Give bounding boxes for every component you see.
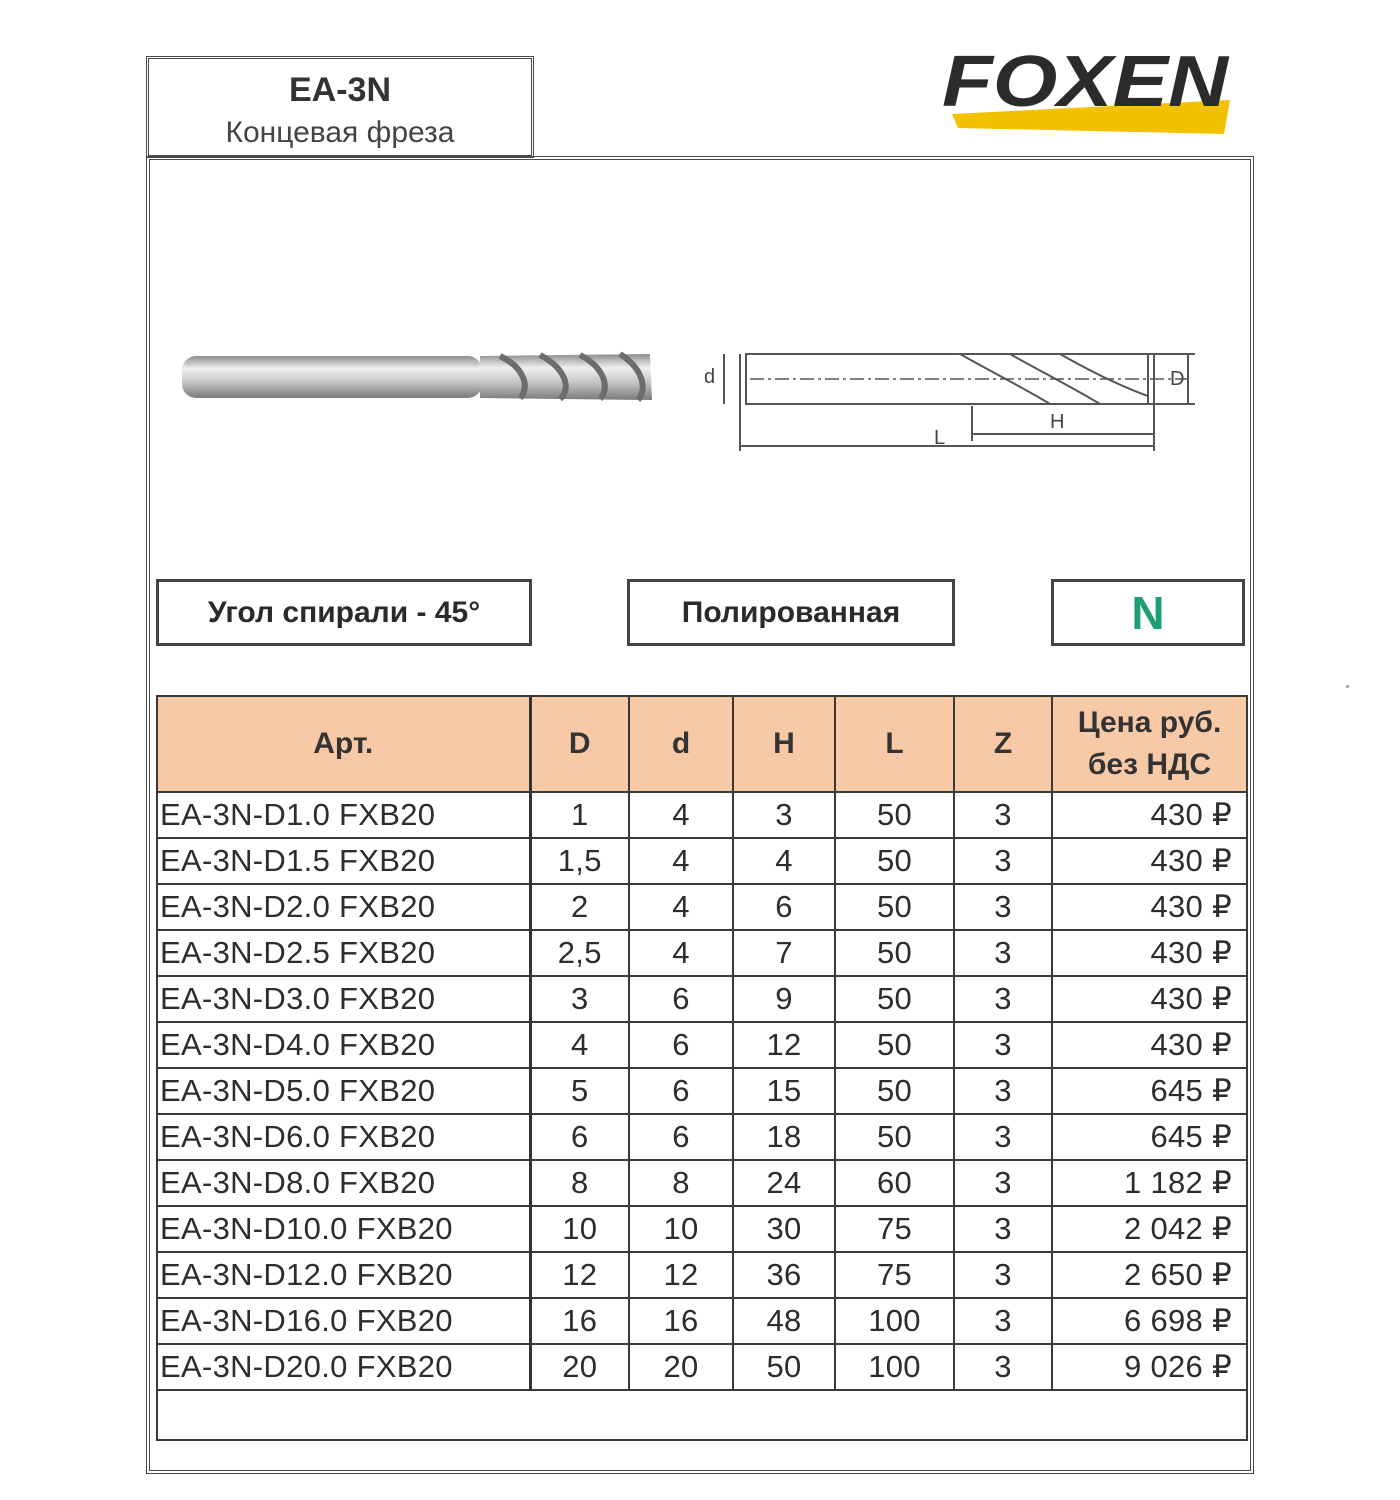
cell-D: 20 — [530, 1344, 629, 1390]
cell-L: 50 — [835, 976, 954, 1022]
cell-H: 4 — [733, 838, 835, 884]
cell-art: EA-3N-D5.0 FXB20 — [157, 1068, 530, 1114]
table-row — [157, 884, 1247, 930]
cell-price: 430 ₽ — [1052, 976, 1247, 1022]
cell-H: 48 — [733, 1298, 835, 1344]
end-mill-photo — [180, 338, 660, 418]
table-row — [157, 838, 1247, 884]
cell-price: 430 ₽ — [1052, 930, 1247, 976]
cell-price: 2 042 ₽ — [1052, 1206, 1247, 1252]
col-header-price — [1052, 696, 1247, 792]
spiral-angle-box: Угол спирали - 45° — [156, 579, 532, 646]
table-row — [157, 1114, 1247, 1160]
cell-price: 430 ₽ — [1052, 792, 1247, 838]
cell-D: 16 — [530, 1298, 629, 1344]
cell-L: 75 — [835, 1252, 954, 1298]
col-header-art: Арт. — [157, 696, 530, 792]
cell-d: 20 — [629, 1344, 733, 1390]
material-group-box: N — [1051, 579, 1245, 646]
cell-L: 50 — [835, 884, 954, 930]
cell-D: 2,5 — [530, 930, 629, 976]
foxen-logo — [938, 42, 1238, 142]
table-row — [157, 976, 1247, 1022]
cell-Z: 3 — [954, 976, 1052, 1022]
cell-d: 4 — [629, 792, 733, 838]
logo-text: FOXEN — [942, 42, 1231, 122]
col-header-L: L — [835, 696, 954, 792]
label-D: D — [1170, 368, 1185, 390]
table-body — [157, 792, 1247, 1440]
cell-art: EA-3N-D3.0 FXB20 — [157, 976, 530, 1022]
shank — [182, 356, 482, 398]
label-H: H — [1050, 411, 1065, 433]
cell-d: 4 — [629, 884, 733, 930]
cell-d: 6 — [629, 1068, 733, 1114]
cell-H: 3 — [733, 792, 835, 838]
cell-d: 4 — [629, 930, 733, 976]
table-row — [157, 1252, 1247, 1298]
cell-Z: 3 — [954, 1344, 1052, 1390]
cell-H: 15 — [733, 1068, 835, 1114]
table-row — [157, 1022, 1247, 1068]
finish-box: Полированная — [627, 579, 955, 646]
cell-price: 430 ₽ — [1052, 1022, 1247, 1068]
cell-art: EA-3N-D8.0 FXB20 — [157, 1160, 530, 1206]
cell-price: 1 182 ₽ — [1052, 1160, 1247, 1206]
cell-Z: 3 — [954, 1252, 1052, 1298]
cell-D: 6 — [530, 1114, 629, 1160]
cell-L: 50 — [835, 792, 954, 838]
cell-price: 430 ₽ — [1052, 838, 1247, 884]
table-row — [157, 1206, 1247, 1252]
cell-Z: 3 — [954, 1068, 1052, 1114]
product-code: EA-3N — [288, 71, 392, 109]
price-header-line1: Цена руб. — [1077, 706, 1222, 739]
cell-art: EA-3N-D2.5 FXB20 — [157, 930, 530, 976]
cell-art: EA-3N-D12.0 FXB20 — [157, 1252, 530, 1298]
cell-Z: 3 — [954, 884, 1052, 930]
cell-H: 18 — [733, 1114, 835, 1160]
cell-H: 24 — [733, 1160, 835, 1206]
table-row — [157, 1298, 1247, 1344]
cell-L: 50 — [835, 1114, 954, 1160]
cell-L: 100 — [835, 1344, 954, 1390]
product-title-box — [146, 56, 534, 158]
cell-H: 36 — [733, 1252, 835, 1298]
cell-D: 4 — [530, 1022, 629, 1068]
cell-L: 75 — [835, 1206, 954, 1252]
cell-D: 1 — [530, 792, 629, 838]
table-row — [157, 1344, 1247, 1390]
label-L: L — [934, 427, 946, 449]
table-row — [157, 1160, 1247, 1206]
cell-D: 5 — [530, 1068, 629, 1114]
cell-d: 6 — [629, 1022, 733, 1068]
cell-H: 7 — [733, 930, 835, 976]
table-row — [157, 1068, 1247, 1114]
cell-H: 6 — [733, 884, 835, 930]
cell-Z: 3 — [954, 1022, 1052, 1068]
cell-d: 8 — [629, 1160, 733, 1206]
cell-D: 1,5 — [530, 838, 629, 884]
cell-art: EA-3N-D4.0 FXB20 — [157, 1022, 530, 1068]
col-header-Z: Z — [954, 696, 1052, 792]
cell-price: 9 026 ₽ — [1052, 1344, 1247, 1390]
technical-drawing — [690, 336, 1210, 466]
cell-price: 2 650 ₽ — [1052, 1252, 1247, 1298]
col-header-D: D — [530, 696, 629, 792]
cell-Z: 3 — [954, 930, 1052, 976]
label-d: d — [704, 366, 716, 388]
cell-d: 16 — [629, 1298, 733, 1344]
cell-L: 50 — [835, 1022, 954, 1068]
cell-d: 12 — [629, 1252, 733, 1298]
cell-H: 9 — [733, 976, 835, 1022]
cell-L: 100 — [835, 1298, 954, 1344]
cell-d: 6 — [629, 1114, 733, 1160]
cell-D: 10 — [530, 1206, 629, 1252]
cell-price: 6 698 ₽ — [1052, 1298, 1247, 1344]
cell-art: EA-3N-D1.5 FXB20 — [157, 838, 530, 884]
cell-art: EA-3N-D2.0 FXB20 — [157, 884, 530, 930]
cell-art: EA-3N-D20.0 FXB20 — [157, 1344, 530, 1390]
cell-Z: 3 — [954, 1206, 1052, 1252]
price-header-line2: без НДС — [1087, 748, 1212, 781]
scan-speck — [1346, 685, 1349, 688]
cell-price: 430 ₽ — [1052, 884, 1247, 930]
col-header-H: H — [733, 696, 835, 792]
specs-table — [156, 695, 1248, 1441]
cell-D: 2 — [530, 884, 629, 930]
cell-D: 8 — [530, 1160, 629, 1206]
cell-Z: 3 — [954, 1160, 1052, 1206]
cell-price: 645 ₽ — [1052, 1114, 1247, 1160]
table-row-empty — [157, 1390, 1247, 1440]
empty-cell — [157, 1390, 1247, 1440]
cell-H: 50 — [733, 1344, 835, 1390]
col-header-d: d — [629, 696, 733, 792]
cell-L: 50 — [835, 1068, 954, 1114]
cell-d: 4 — [629, 838, 733, 884]
cell-L: 50 — [835, 838, 954, 884]
table-row — [157, 930, 1247, 976]
cell-H: 12 — [733, 1022, 835, 1068]
cell-d: 10 — [629, 1206, 733, 1252]
cell-D: 12 — [530, 1252, 629, 1298]
cell-price: 645 ₽ — [1052, 1068, 1247, 1114]
cell-Z: 3 — [954, 838, 1052, 884]
cell-art: EA-3N-D16.0 FXB20 — [157, 1298, 530, 1344]
cell-H: 30 — [733, 1206, 835, 1252]
cell-L: 50 — [835, 930, 954, 976]
table-row — [157, 792, 1247, 838]
cell-d: 6 — [629, 976, 733, 1022]
cell-L: 60 — [835, 1160, 954, 1206]
cell-art: EA-3N-D10.0 FXB20 — [157, 1206, 530, 1252]
cell-art: EA-3N-D6.0 FXB20 — [157, 1114, 530, 1160]
product-type: Концевая фреза — [225, 116, 455, 149]
cell-art: EA-3N-D1.0 FXB20 — [157, 792, 530, 838]
cell-Z: 3 — [954, 1114, 1052, 1160]
table-header-row — [157, 696, 1247, 792]
cell-D: 3 — [530, 976, 629, 1022]
cell-Z: 3 — [954, 792, 1052, 838]
cell-Z: 3 — [954, 1298, 1052, 1344]
